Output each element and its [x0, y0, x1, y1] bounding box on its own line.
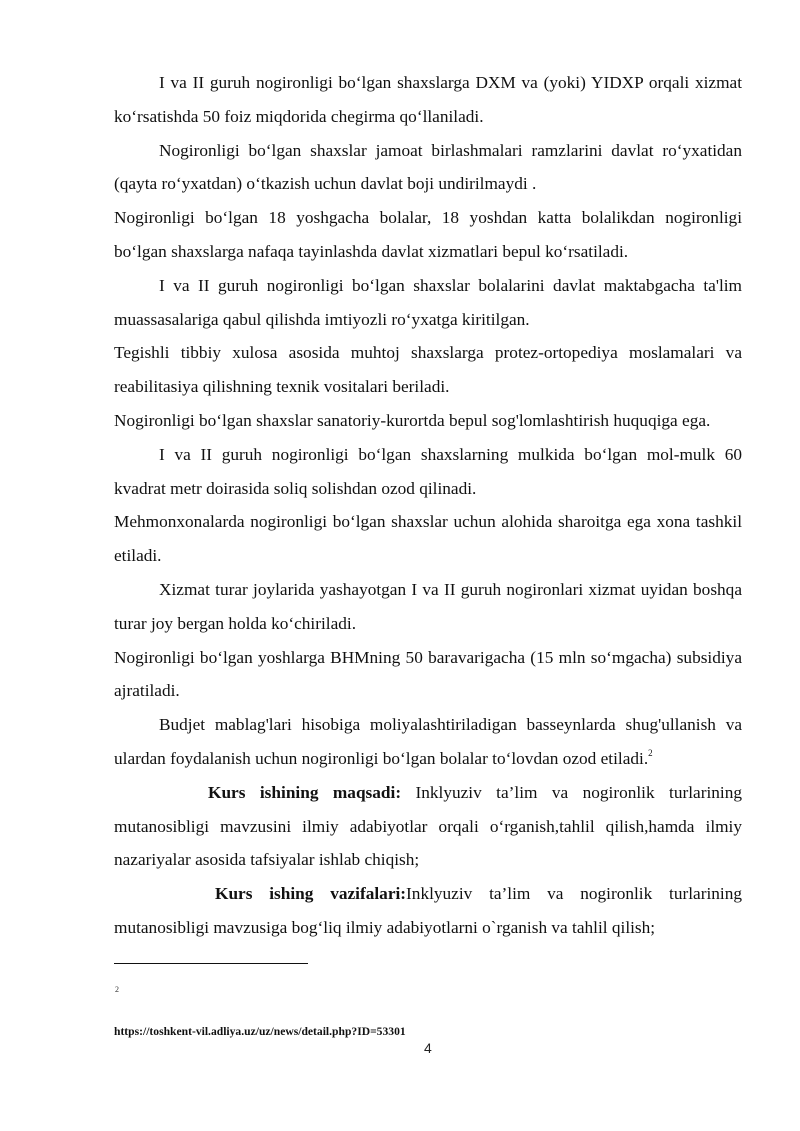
paragraph-property-tax: I va II guruh nogironligi bo‘lgan shaxslarning mulkida bo‘lgan mol-mulk 60 kvadrat metr doirasida soliq solishdan ozod qilinadi. — [114, 444, 742, 498]
goal-text: Inklyuziv ta’lim va nogironlik turlarining mutanosibligi mavzusini ilmiy adabiyotlar orqali o‘rganish,tahlil qilish,hamda ilmiy nazariyalar asosida tafsiyalar ishlab chiqish; — [114, 782, 742, 870]
paragraph-sanatorium: Nogironligi bo‘lgan shaxslar sanatoriy-kurortda bepul sog'lomlashtirish huquqiga ega. — [114, 410, 711, 430]
paragraph-hotels: Mehmonxonalarda nogironligi bo‘lgan shaxslar uchun alohida sharoitga ega xona tashkil etiladi. — [114, 512, 742, 566]
paragraph-subsidy: Nogironligi bo‘lgan yoshlarga BHMning 50 baravarigacha (15 mln so‘mgacha) subsidiya ajratiladi. — [114, 647, 742, 701]
body-text — [114, 66, 742, 945]
tasks-text: Inklyuziv ta’lim va nogironlik turlarining mutanosibligi mavzusiga bog‘liq ilmiy adabiyotlarni o`rganish va tahlil qilish; — [114, 884, 742, 937]
footnote-reference[interactable]: 2 — [648, 747, 653, 758]
paragraph-discount: I va II guruh nogironligi bo‘lgan shaxslarga DXM va (yoki) YIDXP orqali xizmat ko‘rsatishda 50 foiz miqdorida chegirma qo‘llaniladi. — [114, 73, 742, 126]
goal-label: Kurs ishining maqsadi: — [208, 782, 402, 802]
paragraph-prosthetics: Tegishli tibbiy xulosa asosida muhtoj shaxslarga protez-ortopediya moslamalari va reabilitasiya qilishning texnik vositalari beriladi. — [114, 343, 742, 397]
tasks-paragraph — [114, 877, 742, 945]
tasks-label: Kurs ishing vazifalari: — [215, 884, 407, 904]
goal-paragraph — [114, 776, 742, 877]
page-number: 4 — [424, 1040, 432, 1056]
footnote-url[interactable]: https://toshkent-vil.adliya.uz/uz/news/detail.php?ID=53301 — [114, 1025, 406, 1038]
paragraph-preschool: I va II guruh nogironligi bo‘lgan shaxslar bolalarini davlat maktabgacha ta'lim muassasalariga qabul qilishda imtiyozli ro‘yxatga kiritilgan. — [114, 275, 742, 329]
footnote-mark: 2 — [115, 985, 119, 994]
paragraph-pools — [114, 708, 742, 776]
paragraph-allowance: Nogironligi bo‘lgan 18 yoshgacha bolalar, 18 yoshdan katta bolalikdan nogironligi bo‘lgan shaxslarga nafaqa tayinlashda davlat xizmatlari bepul ko‘rsatiladi. — [114, 208, 742, 261]
footnote-divider — [114, 963, 308, 964]
paragraph-housing: Xizmat turar joylarida yashayotgan I va II guruh nogironlari xizmat uyidan boshqa turar joy bergan holda ko‘chiriladi. — [114, 579, 742, 633]
paragraph-state-fee: Nogironligi bo‘lgan shaxslar jamoat birlashmalari ramzlarini davlat ro‘yxatidan (qayta ro‘yxatdan) o‘tkazish uchun davlat boji undirilmaydi . — [114, 140, 742, 194]
paragraph-pools-text: Budjet mablag'lari hisobiga moliyalashtiriladigan basseynlarda shug'ullanish va ulardan foydalanish uchun nogironligi bo‘lgan bolalar to‘lovdan ozod etiladi. — [114, 715, 742, 768]
